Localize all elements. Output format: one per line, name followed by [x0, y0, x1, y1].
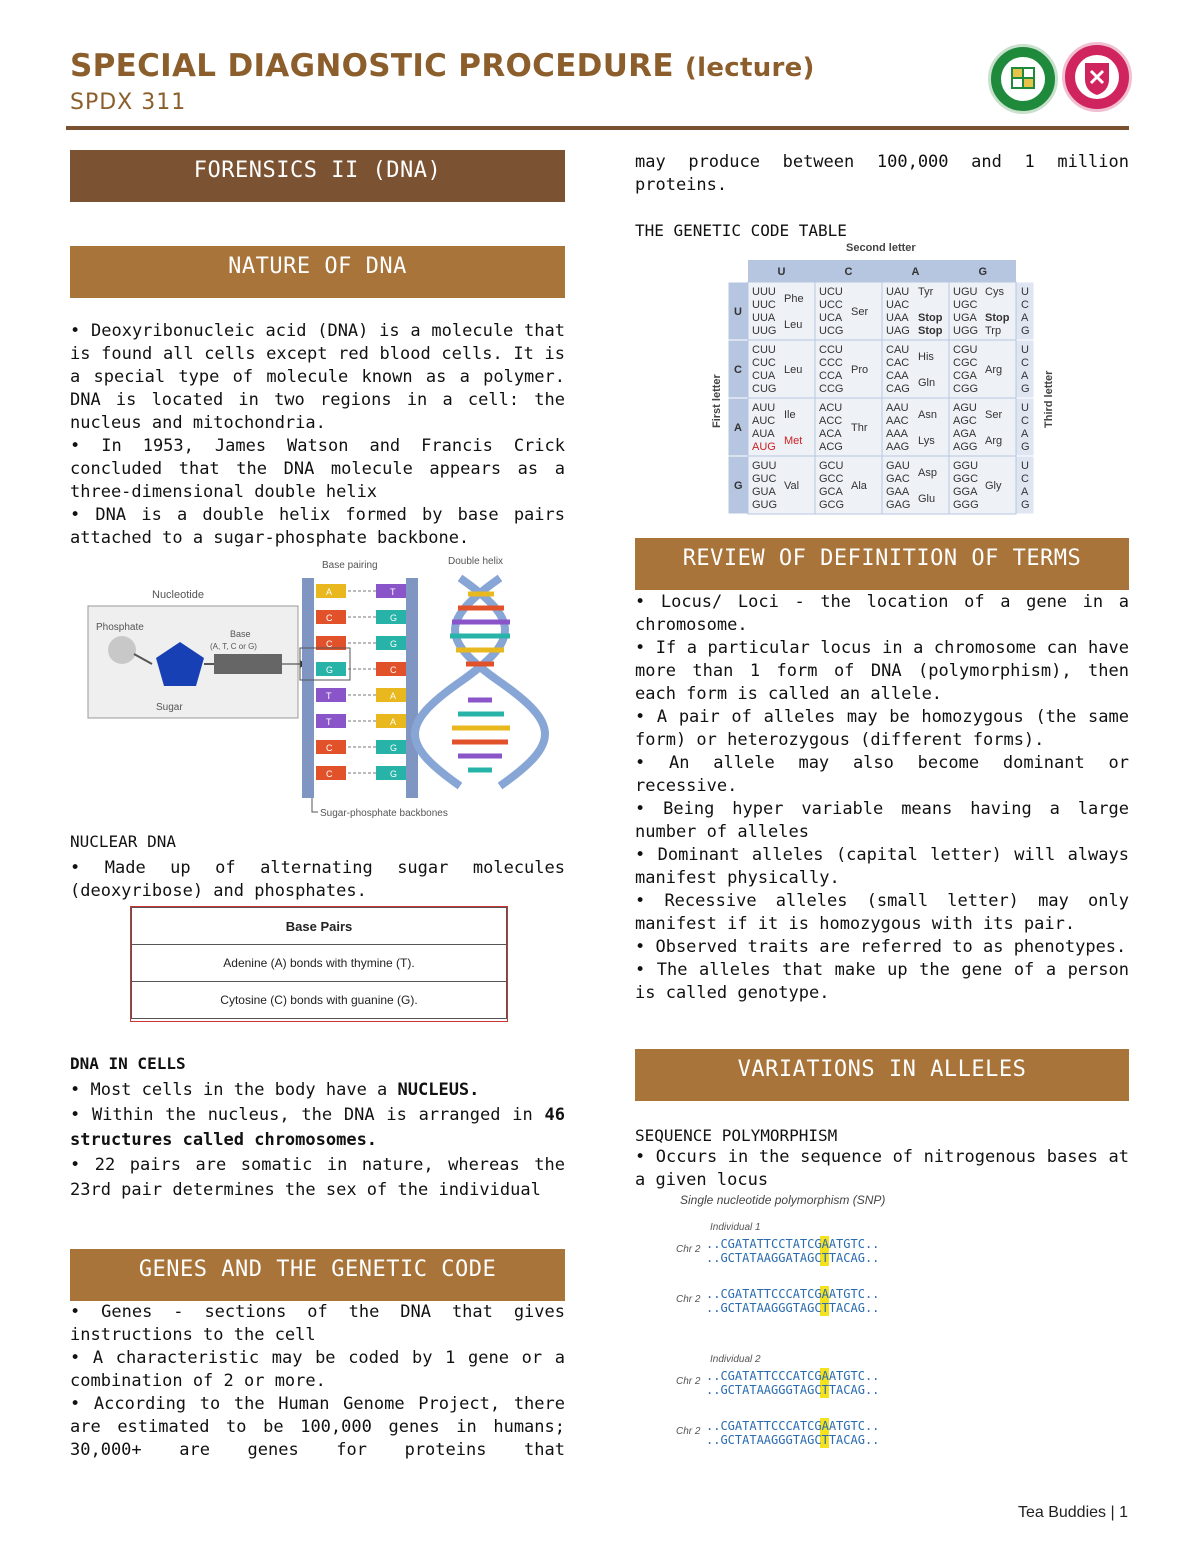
backbone-left [302, 578, 314, 798]
codon-CCG: CCG [819, 383, 844, 395]
gc-col-U: U [777, 266, 786, 278]
codon-UCA: UCA [819, 312, 843, 324]
codon-CGC: CGC [953, 357, 978, 369]
individual-2-label: Individual 2 [710, 1354, 761, 1365]
snp-title: Single nucleotide polymorphism (SNP) [680, 1193, 886, 1207]
codon-AAA: AAA [886, 428, 909, 440]
codon-AGG: AGG [953, 441, 978, 453]
gc-third-AG: G [1021, 441, 1030, 453]
nuclear-dna-text: • Made up of alternating sugar molecules (deoxyribose) and phosphates. [70, 858, 565, 901]
snp-seq-top-3: ..CGATATTCCCATCGAATGTC.. [706, 1419, 880, 1433]
bullet-review-4: • An allele may also become dominant or recessive. [635, 753, 1129, 796]
codon-CAA: CAA [886, 370, 909, 382]
codon-UAG: UAG [886, 325, 910, 337]
amino-acid-arg-231: Arg [985, 435, 1003, 447]
codon-AAC: AAC [886, 415, 909, 427]
phosphate-label: Phosphate [96, 622, 144, 633]
codon-AGU: AGU [953, 402, 977, 414]
bullet-review-7: • Recessive alleles (small letter) may only manifest if it is homozygous with its pair. [635, 891, 1129, 934]
amino-acid-met-201: Met [784, 435, 803, 447]
sequence-polymorphism-heading: SEQUENCE POLYMORPHISM [635, 1126, 838, 1145]
bullet-genes-1: • Genes - sections of the DNA that gives instructions to the cell [70, 1302, 565, 1345]
bullet-review-6: • Dominant alleles (capital letter) will always manifest physically. [635, 845, 1129, 888]
genes-bullets [70, 1301, 565, 1462]
phosphate-shape [108, 636, 136, 664]
snp-seq-top-1: ..CGATATTCCCATCGAATGTC.. [706, 1287, 880, 1301]
codon-UGG: UGG [953, 325, 979, 337]
gc-third-AC: C [1021, 415, 1029, 427]
base-left-letter-1: C [326, 613, 333, 623]
codon-AGC: AGC [953, 415, 977, 427]
gc-third-GC: C [1021, 473, 1029, 485]
continued-text: may produce between 100,000 and 1 million proteins. [635, 152, 1129, 195]
title-text: SPECIAL DIAGNOSTIC PROCEDURE [70, 48, 674, 84]
gc-third-AA: A [1021, 428, 1029, 440]
gc-col-C: C [844, 266, 853, 278]
bullet-review-2: • If a particular locus in a chromosome can have more than 1 form of DNA (polymorphism), then each form is called an allele. [635, 638, 1129, 704]
header-rule [66, 126, 1129, 130]
snp-seq-top-0: ..CGATATTCCTATCGAATGTC.. [706, 1237, 880, 1251]
nature-bullets [70, 320, 565, 550]
base-block [214, 654, 282, 674]
codon-CCC: CCC [819, 357, 843, 369]
base-right-letter-6: G [390, 743, 398, 753]
individual-1-label: Individual 1 [710, 1222, 761, 1233]
codon-UGA: UGA [953, 312, 977, 324]
base-left-letter-4: T [326, 691, 332, 701]
codon-GCG: GCG [819, 499, 845, 511]
shield-icon [1065, 45, 1129, 109]
snp-seq-top-2: ..CGATATTCCCATCGAATGTC.. [706, 1369, 880, 1383]
snp-figure [670, 1190, 970, 1470]
bullet-review-1: • Locus/ Loci - the location of a gene in a chromosome. [635, 592, 1129, 635]
amino-acid-stop-021: Stop [918, 312, 943, 324]
amino-acid-phe-000: Phe [784, 293, 804, 305]
banner-review: REVIEW OF DEFINITION OF TERMS [635, 538, 1129, 590]
dna-structure-figure [80, 550, 560, 822]
base-pair-row-1: Adenine (A) bonds with thymine (T). [132, 945, 507, 982]
gc-row-A: A [734, 422, 742, 434]
review-bullets [635, 591, 1129, 1005]
codon-CGG: CGG [953, 383, 979, 395]
gc-third-CG: G [1021, 383, 1030, 395]
snp-seq-bottom-2: ..GCTATAAGGGTAGCTTACAG.. [706, 1383, 880, 1397]
codon-CAC: CAC [886, 357, 910, 369]
amino-acid-leu-100: Leu [784, 364, 803, 376]
codon-GAG: GAG [886, 499, 911, 511]
sequence-polymorphism-text: • Occurs in the sequence of nitrogenous bases at a given locus [635, 1147, 1129, 1190]
school-seal-green-logo [988, 44, 1058, 114]
codon-AUC: AUC [752, 415, 776, 427]
double-helix-drawing [415, 578, 545, 786]
amino-acid-gly-330: Gly [985, 480, 1002, 492]
gc-row-U: U [734, 306, 742, 318]
gc-third-AU: U [1021, 402, 1029, 414]
banner-forensics: FORENSICS II (DNA) [70, 150, 565, 202]
third-letter-label: Third letter [1043, 370, 1055, 428]
genetic-code-grid [728, 260, 1034, 514]
codon-UGC: UGC [953, 299, 978, 311]
codon-GCC: GCC [819, 473, 844, 485]
codon-ACG: ACG [819, 441, 843, 453]
amino-acid-stop-031: Stop [985, 312, 1010, 324]
codon-AGA: AGA [953, 428, 977, 440]
amino-acid-glu-321: Glu [918, 493, 936, 505]
codon-CUU: CUU [752, 344, 776, 356]
base-pair-row-2: Cytosine (C) bonds with guanine (G). [132, 982, 507, 1019]
gc-third-UC: C [1021, 299, 1029, 311]
genetic-code-heading: THE GENETIC CODE TABLE [635, 221, 847, 240]
codon-UUA: UUA [752, 312, 776, 324]
banner-variations: VARIATIONS IN ALLELES [635, 1049, 1129, 1101]
codon-GCA: GCA [819, 486, 843, 498]
page-number: 1 [1119, 1504, 1128, 1521]
base-pairing-label: Base pairing [322, 560, 378, 571]
codon-AUA: AUA [752, 428, 775, 440]
amino-acid-ser-010: Ser [851, 306, 869, 318]
gc-third-CC: C [1021, 357, 1029, 369]
codon-GCU: GCU [819, 460, 844, 472]
gc-col-G: G [978, 266, 988, 278]
amino-acid-his-120: His [918, 351, 934, 363]
snp-seq-bottom-0: ..GCTATAAGGATAGCTTACAG.. [706, 1251, 880, 1265]
nuclear-dna-heading: NUCLEAR DNA [70, 832, 176, 851]
amino-acid-thr-210: Thr [851, 422, 868, 434]
codon-CCU: CCU [819, 344, 843, 356]
base-right-letter-5: A [390, 717, 397, 727]
amino-acid-cys-030: Cys [985, 286, 1004, 298]
bullet-nature-2: • In 1953, James Watson and Francis Crick concluded that the DNA molecule appears as a three-dimensional double helix [70, 436, 565, 502]
codon-GUG: GUG [752, 499, 778, 511]
amino-acid-trp-032: Trp [985, 325, 1002, 337]
bullet-review-5: • Being hyper variable means having a large number of alleles [635, 799, 1129, 842]
footer [1018, 1504, 1128, 1522]
base-sub-label: (A, T, C or G) [210, 642, 257, 651]
gc-third-UA: A [1021, 312, 1029, 324]
codon-UAU: UAU [886, 286, 910, 298]
codon-CAU: CAU [886, 344, 910, 356]
base-right-letter-4: A [390, 691, 397, 701]
base-right-letter-0: T [390, 587, 396, 597]
gc-third-UG: G [1021, 325, 1030, 337]
codon-UGU: UGU [953, 286, 978, 298]
gc-col-A: A [911, 266, 920, 278]
amino-acid-tyr-020: Tyr [918, 286, 934, 298]
course-code: SPDX 311 [70, 90, 187, 115]
gc-third-CA: A [1021, 370, 1029, 382]
codon-GAC: GAC [886, 473, 910, 485]
codon-GAA: GAA [886, 486, 910, 498]
bullet-cells-2: • Within the nucleus, the DNA is arranged in 46 structures called chromosomes. [70, 1105, 565, 1150]
codon-UUG: UUG [752, 325, 777, 337]
codon-ACU: ACU [819, 402, 843, 414]
bullet-cells-3: • 22 pairs are somatic in nature, whereas the 23rd pair determines the sex of the individual [70, 1155, 565, 1200]
chr-label-3: Chr 2 [676, 1426, 701, 1437]
seal-icon [991, 47, 1055, 111]
base-pairs-header: Base Pairs [132, 908, 507, 945]
bullet-nature-3: • DNA is a double helix formed by base pairs attached to a sugar-phosphate backbone. [70, 505, 565, 548]
gc-row-G: G [734, 480, 743, 492]
base-right-letter-7: G [390, 769, 398, 779]
page-title [70, 48, 815, 84]
gc-third-GG: G [1021, 499, 1030, 511]
amino-acid-asp-320: Asp [918, 467, 937, 479]
codon-UCU: UCU [819, 286, 843, 298]
title-suffix: (lecture) [684, 53, 815, 83]
amino-acid-ser-230: Ser [985, 409, 1003, 421]
base-label: Base [230, 629, 251, 639]
amino-acid-gln-121: Gln [918, 377, 936, 389]
codon-UCC: UCC [819, 299, 843, 311]
codon-CUA: CUA [752, 370, 776, 382]
codon-CUG: CUG [752, 383, 777, 395]
codon-ACC: ACC [819, 415, 843, 427]
backbone-right [406, 578, 418, 798]
base-pairs-table [131, 907, 507, 1019]
gc-row-C: C [734, 364, 742, 376]
codon-AAG: AAG [886, 441, 910, 453]
snp-seq-bottom-3: ..GCTATAAGGGTAGCTTACAG.. [706, 1433, 880, 1447]
snp-seq-bottom-1: ..GCTATAAGGGTAGCTTACAG.. [706, 1301, 880, 1315]
codon-UAC: UAC [886, 299, 910, 311]
amino-acid-lys-221: Lys [918, 435, 935, 447]
codon-ACA: ACA [819, 428, 842, 440]
codon-AAU: AAU [886, 402, 909, 414]
codon-CUC: CUC [752, 357, 776, 369]
dna-in-cells-heading: DNA IN CELLS [70, 1054, 186, 1073]
codon-GUC: GUC [752, 473, 777, 485]
amino-acid-ile-200: Ile [784, 409, 796, 421]
codon-AUU: AUU [752, 402, 776, 414]
codon-GUU: GUU [752, 460, 777, 472]
second-letter-label: Second letter [846, 242, 916, 254]
gc-third-GA: A [1021, 486, 1029, 498]
base-right-letter-1: G [390, 613, 398, 623]
amino-acid-arg-130: Arg [985, 364, 1003, 376]
codon-GAU: GAU [886, 460, 910, 472]
sugar-label: Sugar [156, 702, 183, 713]
amino-acid-asn-220: Asn [918, 409, 937, 421]
base-left-letter-6: C [326, 743, 333, 753]
codon-CGU: CGU [953, 344, 978, 356]
bullet-nature-1: • Deoxyribonucleic acid (DNA) is a molecule that is found all cells except red blood cells. It is a special type of molecule known as a polymer. DNA is located in two regions in a cell: the nucleus and mitochondria. [70, 321, 565, 433]
codon-GGA: GGA [953, 486, 978, 498]
bullet-genes-3: • According to the Human Genome Project, there are estimated to be 100,000 genes in humans; 30,000+ are genes for proteins that [70, 1394, 565, 1460]
footer-label: Tea Buddies [1017, 1504, 1107, 1521]
bullet-genes-2: • A characteristic may be coded by 1 gene or a combination of 2 or more. [70, 1348, 565, 1391]
bullet-review-8: • Observed traits are referred to as phenotypes. [635, 937, 1127, 957]
gc-header-bg [748, 260, 1016, 282]
first-letter-label: First letter [711, 374, 723, 428]
snp-sequence-rows [676, 1236, 879, 1448]
base-left-letter-2: C [326, 639, 333, 649]
base-right-letter-3: C [390, 665, 397, 675]
amino-acid-ala-310: Ala [851, 480, 867, 492]
chr-label-1: Chr 2 [676, 1294, 701, 1305]
base-pairs-table-frame [130, 906, 508, 1022]
base-left-letter-3: G [326, 665, 334, 675]
banner-nature-of-dna: NATURE OF DNA [70, 246, 565, 298]
base-left-letter-7: C [326, 769, 333, 779]
codon-GGU: GGU [953, 460, 979, 472]
codon-CCA: CCA [819, 370, 843, 382]
codon-CGA: CGA [953, 370, 977, 382]
banner-genes: GENES AND THE GENETIC CODE [70, 1249, 565, 1301]
amino-acid-val-300: Val [784, 480, 800, 492]
backbones-label: Sugar-phosphate backbones [320, 808, 448, 819]
chr-label-2: Chr 2 [676, 1376, 701, 1387]
gc-third-GU: U [1021, 460, 1029, 472]
footer-separator: | [1110, 1504, 1115, 1521]
double-helix-label: Double helix [448, 556, 504, 567]
base-pairs-group [316, 584, 406, 780]
nucleotide-label: Nucleotide [152, 589, 204, 601]
codon-UUU: UUU [752, 286, 776, 298]
codon-UCG: UCG [819, 325, 844, 337]
amino-acid-stop-022: Stop [918, 325, 943, 337]
codon-GGC: GGC [953, 473, 979, 485]
genetic-code-table [700, 238, 1055, 520]
codon-UUC: UUC [752, 299, 776, 311]
codon-UAA: UAA [886, 312, 909, 324]
gc-third-CU: U [1021, 344, 1029, 356]
amino-acid-leu-001: Leu [784, 319, 803, 331]
bullet-review-3: • A pair of alleles may be homozygous (the same form) or heterozygous (different forms). [635, 707, 1129, 750]
amino-acid-pro-110: Pro [851, 364, 869, 376]
base-left-letter-0: A [326, 587, 333, 597]
chr-label-0: Chr 2 [676, 1244, 701, 1255]
gc-third-UU: U [1021, 286, 1029, 298]
base-left-letter-5: T [326, 717, 332, 727]
school-seal-pink-logo [1062, 42, 1132, 112]
codon-AUG: AUG [752, 441, 776, 453]
bullet-review-9: • The alleles that make up the gene of a person is called genotype. [635, 960, 1129, 1003]
codon-GGG: GGG [953, 499, 979, 511]
dna-cells-bullets [70, 1078, 565, 1203]
codon-CAG: CAG [886, 383, 910, 395]
bullet-cells-1: • Most cells in the body have a NUCLEUS. [70, 1080, 480, 1100]
base-right-letter-2: G [390, 639, 398, 649]
codon-GUA: GUA [752, 486, 776, 498]
